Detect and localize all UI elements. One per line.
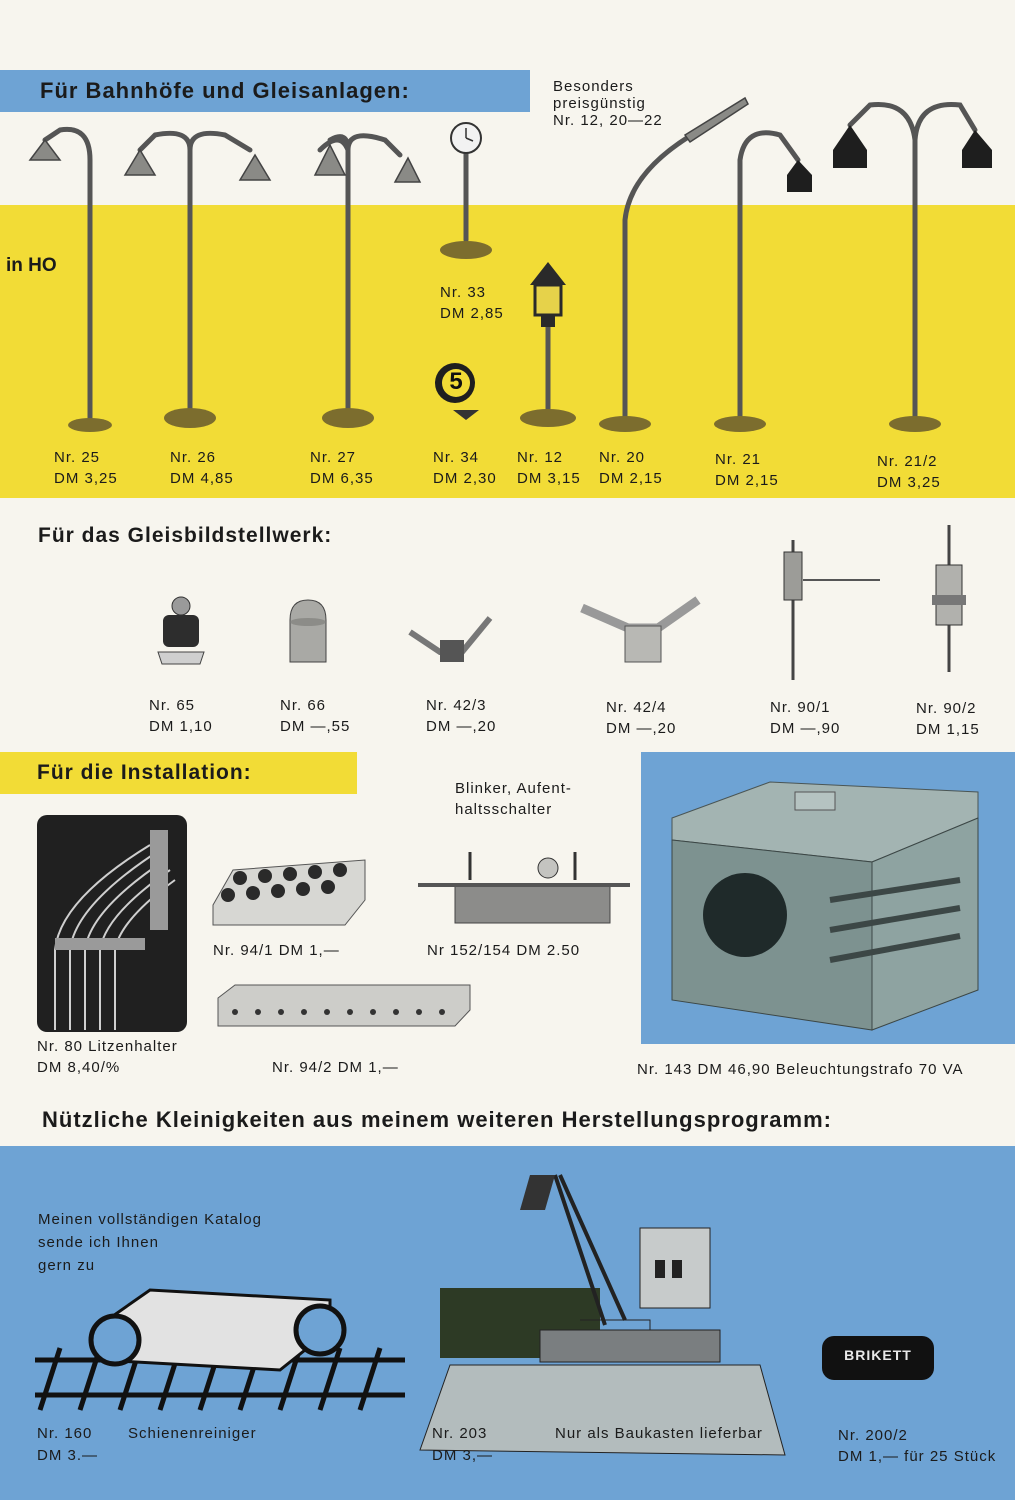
item-price: DM 1,10 <box>149 718 213 735</box>
item-price: DM 6,35 <box>310 470 374 487</box>
item-number: Nr. 20 <box>599 449 646 466</box>
item-price: DM 1,15 <box>916 721 980 738</box>
note-line: gern zu <box>38 1257 96 1274</box>
item-price: DM 4,85 <box>170 470 234 487</box>
note-line: Nr. 12, 20—22 <box>553 112 663 129</box>
item-number: Nr. 21 <box>715 451 762 468</box>
item-price: DM 1,— für 25 Stück <box>838 1448 997 1465</box>
scale-label: in HO <box>6 255 57 276</box>
item-200-label <box>838 1425 996 1467</box>
sign-number: 5 <box>449 368 463 395</box>
item-number: Nr. 34 <box>433 449 480 466</box>
item-price: DM 3,25 <box>54 470 118 487</box>
item-price: DM 8,40/% <box>37 1059 121 1076</box>
brikett-label: BRIKETT <box>844 1347 912 1363</box>
item-price: DM 2,15 <box>715 472 779 489</box>
note-line: Besonders <box>553 78 634 95</box>
item-price: DM 3,25 <box>877 474 941 491</box>
item-price: DM —,55 <box>280 718 351 735</box>
item-price: DM 2,15 <box>599 470 663 487</box>
item-number: Nr. 21/2 <box>877 453 938 470</box>
item-203-note: Nur als Baukasten lieferbar <box>555 1425 763 1442</box>
item-160-name: Schienenreiniger <box>128 1425 257 1442</box>
item-price: DM —,20 <box>606 720 677 737</box>
item-203-number: Nr. 203 <box>432 1425 488 1442</box>
item-price: DM 2,30 <box>433 470 497 487</box>
item-number: Nr. 66 <box>280 697 327 714</box>
item-number: Nr. 33 <box>440 284 487 301</box>
item-94-2-label: Nr. 94/2 DM 1,— <box>272 1059 399 1076</box>
item-number: Nr. 25 <box>54 449 101 466</box>
note-line: sende ich Ihnen <box>38 1234 159 1251</box>
item-number: Nr. 42/4 <box>606 699 667 716</box>
item-94-1-label: Nr. 94/1 DM 1,— <box>213 942 340 959</box>
item-price: DM 2,85 <box>440 305 504 322</box>
item-price: DM —,90 <box>770 720 841 737</box>
section2-title: Für das Gleisbildstellwerk: <box>38 524 333 547</box>
item-143-label: Nr. 143 DM 46,90 Beleuchtungstrafo 70 VA <box>637 1061 964 1078</box>
note-line: Blinker, Aufent- <box>455 780 572 797</box>
section3-title: Für die Installation: <box>37 761 252 784</box>
item-price: DM —,20 <box>426 718 497 735</box>
note-line: Meinen vollständigen Katalog <box>38 1211 262 1228</box>
item-price: DM 3,15 <box>517 470 581 487</box>
item-number: Nr. 27 <box>310 449 357 466</box>
item-number: Nr. 90/1 <box>770 699 831 716</box>
item-number: Nr. 65 <box>149 697 196 714</box>
item-152-label: Nr 152/154 DM 2.50 <box>427 942 581 959</box>
section1-title: Für Bahnhöfe und Gleisanlagen: <box>40 78 410 103</box>
note-line: haltsschalter <box>455 801 553 818</box>
item-number: Nr. 42/3 <box>426 697 487 714</box>
item-number: Nr. 90/2 <box>916 700 977 717</box>
item-number: Nr. 200/2 <box>838 1427 908 1444</box>
section4-title: Nützliche Kleinigkeiten aus meinem weiteren Herstellungsprogramm: <box>42 1107 832 1132</box>
item-203-price: DM 3,— <box>432 1447 494 1464</box>
note-line: preisgünstig <box>553 95 646 112</box>
item-160-price: DM 3.— <box>37 1447 99 1464</box>
item-160-number: Nr. 160 <box>37 1425 93 1442</box>
item-number: Nr. 80 Litzenhalter <box>37 1038 178 1055</box>
item-number: Nr. 26 <box>170 449 217 466</box>
item-number: Nr. 12 <box>517 449 564 466</box>
